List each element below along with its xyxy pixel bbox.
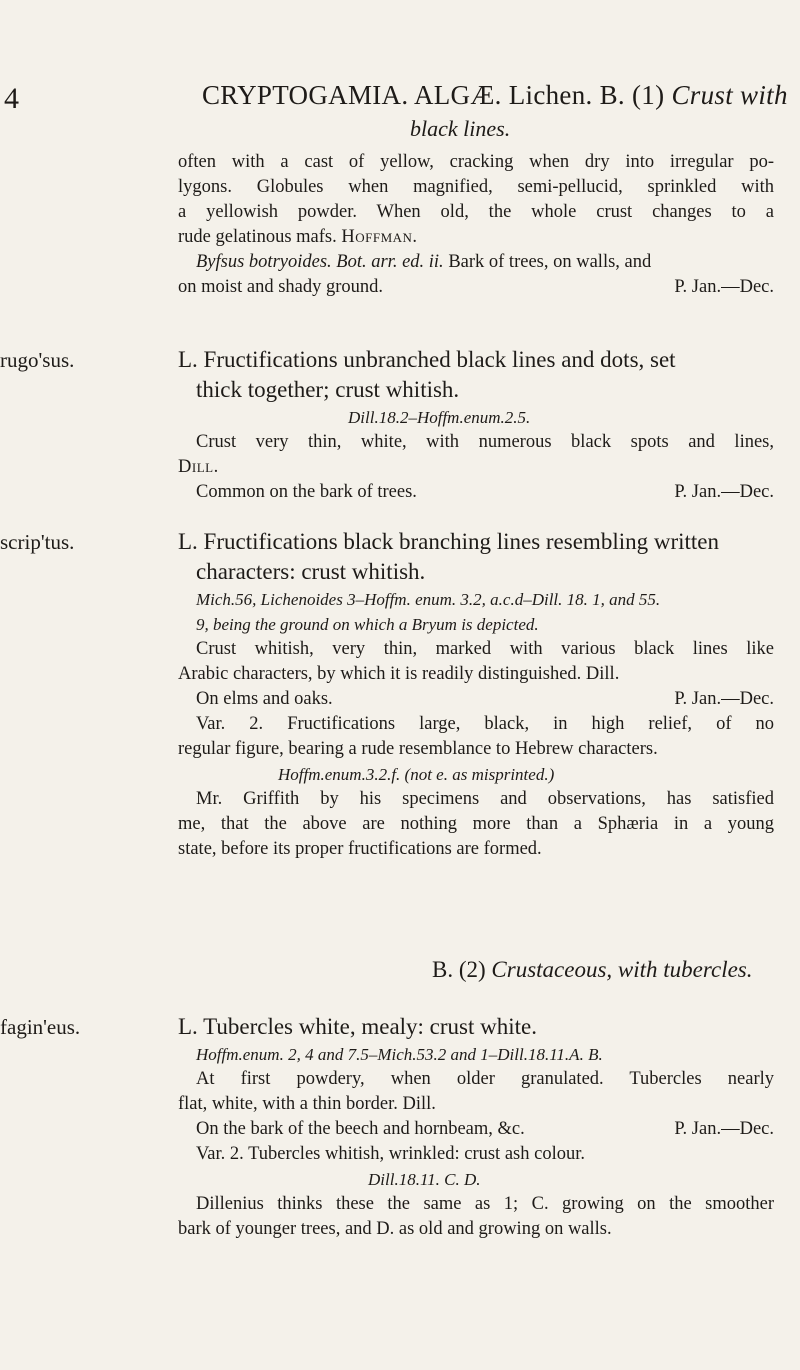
species-entry-scriptus xyxy=(178,527,774,862)
page-number: 4 xyxy=(4,82,19,115)
section-label: B. (2) xyxy=(432,957,486,982)
reference: Hoffm.enum.3.2.f. (not e. as misprinted.) xyxy=(278,765,555,784)
reference: Mich.56, Lichenoides 3–Hoffm. enum. 3.2, a.c.d–Dill. 18. 1, and 55. xyxy=(196,590,661,609)
text-line: lygons. Globules when magnified, semi-pellucid, sprinkled with xyxy=(178,177,774,197)
text-line: often with a cast of yellow, cracking when dry into irregular po- xyxy=(178,152,774,172)
description: Arabic characters, by which it is readily distinguished. Dill. xyxy=(178,664,620,684)
description: At first powdery, when older granulated. Tubercles nearly xyxy=(196,1069,774,1089)
diagnosis: L. Tubercles white, mealy: crust white. xyxy=(178,1014,537,1039)
habitat: Bark of trees, on walls, and xyxy=(448,252,652,272)
months: P. Jan.—Dec. xyxy=(674,1119,774,1139)
author-name: Hoffman. xyxy=(341,227,418,247)
habitat: on moist and shady ground. xyxy=(178,277,384,297)
section-heading xyxy=(432,957,753,983)
species-name: fagin'eus. xyxy=(0,1015,81,1039)
author-name: Dill. xyxy=(178,457,219,477)
header-title-italic: Crust with xyxy=(671,80,788,110)
variety: Var. 2. Fructifications large, black, in high relief, of no xyxy=(196,714,774,734)
description: Crust whitish, very thin, marked with various black lines like xyxy=(196,639,774,659)
reference: Byfsus botryoides. Bot. arr. ed. ii. xyxy=(196,252,444,272)
header-subtitle: black lines. xyxy=(410,116,511,141)
intro-paragraph xyxy=(178,150,774,300)
diagnosis: thick together; crust whitish. xyxy=(196,377,460,402)
text-line: rude gelatinous mafs. xyxy=(178,227,337,247)
text-line: a yellowish powder. When old, the whole crust changes to a xyxy=(178,202,774,222)
note: Dillenius thinks these the same as 1; C. growing on the smoother xyxy=(196,1194,774,1214)
diagnosis: L. Fructifications unbranched black lines and dots, set xyxy=(178,347,676,372)
reference: Dill.18.11. C. D. xyxy=(368,1170,481,1189)
reference: Hoffm.enum. 2, 4 and 7.5–Mich.53.2 and 1–Dill.18.11.A. B. xyxy=(196,1045,603,1064)
diagnosis: characters: crust whitish. xyxy=(196,559,426,584)
variety: Var. 2. Tubercles whitish, wrinkled: crust ash colour. xyxy=(196,1144,585,1164)
variety: regular figure, bearing a rude resemblance to Hebrew characters. xyxy=(178,739,658,759)
months: P. Jan.—Dec. xyxy=(674,482,774,502)
reference: 9, being the ground on which a Bryum is depicted. xyxy=(196,615,539,634)
note: me, that the above are nothing more than a Sphæria in a young xyxy=(178,814,774,834)
note: state, before its proper fructifications are formed. xyxy=(178,839,542,859)
months: P. Jan.—Dec. xyxy=(674,689,774,709)
habitat: Common on the bark of trees. xyxy=(196,482,417,502)
diagnosis: L. Fructifications black branching lines resembling written xyxy=(178,529,719,554)
note: Mr. Griffith by his specimens and observations, has satisfied xyxy=(196,789,774,809)
habitat: On elms and oaks. xyxy=(196,689,333,709)
header-title: CRYPTOGAMIA. ALGÆ. Lichen. B. (1) xyxy=(202,80,665,110)
description: flat, white, with a thin border. Dill. xyxy=(178,1094,436,1114)
habitat: On the bark of the beech and hornbeam, &c. xyxy=(196,1119,525,1139)
note: bark of younger trees, and D. as old and growing on walls. xyxy=(178,1219,612,1239)
species-name: scrip'tus. xyxy=(0,530,75,554)
species-name: rugo'sus. xyxy=(0,348,75,372)
running-header xyxy=(202,80,788,111)
reference: Dill.18.2–Hoffm.enum.2.5. xyxy=(348,408,531,427)
months: P. Jan.—Dec. xyxy=(674,277,774,297)
species-entry-fagineus xyxy=(178,1012,774,1242)
description: Crust very thin, white, with numerous black spots and lines, xyxy=(196,432,774,452)
species-entry-rugosus xyxy=(178,345,774,505)
section-title: Crustaceous, with tubercles. xyxy=(491,957,753,982)
